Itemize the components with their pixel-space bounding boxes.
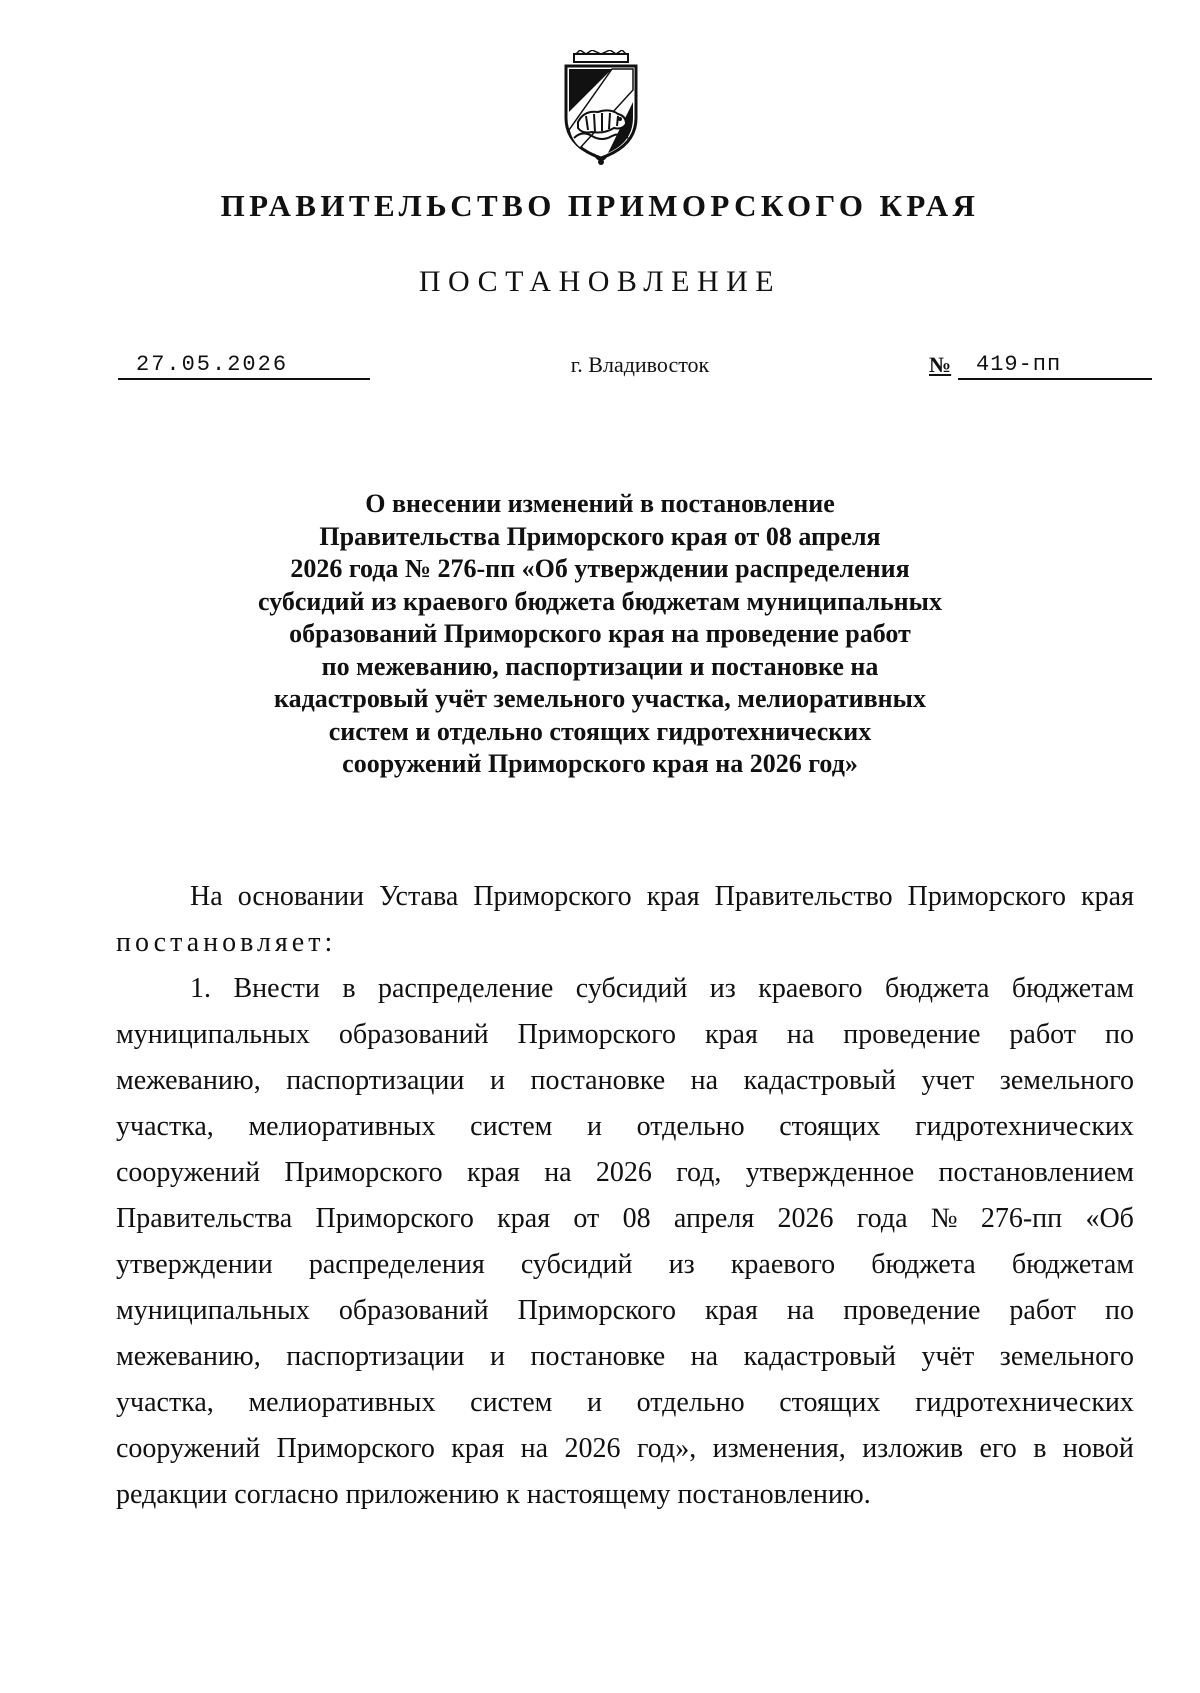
subject-line: О внесении изменений в постановление — [365, 489, 835, 518]
subject-line: 2026 года № 276-пп «Об утверждении распределения — [290, 554, 910, 583]
subject-line: субсидий из краевого бюджета бюджетам муниципальных — [258, 586, 942, 616]
preamble-line: На основании Устава Приморского края Правительство Приморского края — [190, 881, 1134, 912]
item1-line: Правительства Приморского края от 08 апреля 2026 года № 276-пп «Об — [116, 1203, 1134, 1234]
subject-line: кадастровый учёт земельного участка, мелиоративных — [274, 684, 926, 713]
subject-line: Правительства Приморского края от 08 апреля — [319, 521, 881, 551]
subject-line: сооружений Приморского края на 2026 год» — [342, 749, 858, 778]
item1-line: сооружений Приморского края на 2026 год», изменения, изложив его в новой — [116, 1433, 1134, 1464]
item1-line: утверждении распределения субсидий из краевого бюджета бюджетам — [116, 1249, 1134, 1280]
document-date: 27.05.2026 — [118, 352, 370, 380]
document-subject — [200, 488, 1000, 781]
item1-line: 1. Внести в распределение субсидий из краевого бюджета бюджетам — [190, 973, 1134, 1004]
item1-line: участка, мелиоративных систем и отдельно стоящих гидротехнических — [116, 1387, 1134, 1418]
item1-line: межеванию, паспортизации и постановке на кадастровый учёт земельного — [116, 1341, 1134, 1372]
item1-line-last: редакции согласно приложению к настоящему постановлению. — [116, 1479, 871, 1510]
item1-line: сооружений Приморского края на 2026 год, утвержденное постановлением — [116, 1157, 1134, 1188]
primorsky-krai-coat-of-arms-icon — [560, 50, 642, 166]
item1-line: межеванию, паспортизации и постановке на кадастровый учет земельного — [116, 1065, 1134, 1096]
subject-line: по межеванию, паспортизации и постановке на — [321, 651, 879, 681]
item1-line: муниципальных образований Приморского края на проведение работ по — [116, 1019, 1134, 1050]
subject-line: образований Приморского края на проведение работ — [289, 619, 911, 648]
item1-line: муниципальных образований Приморского края на проведение работ по — [116, 1295, 1134, 1326]
document-type: ПОСТАНОВЛЕНИЕ — [418, 265, 782, 298]
item1-line: участка, мелиоративных систем и отдельно стоящих гидротехнических — [116, 1111, 1134, 1142]
document-city: г. Владивосток — [570, 352, 710, 377]
document-number: 419-пп — [958, 352, 1152, 380]
preamble-resolves: постановляет: — [116, 927, 337, 958]
government-title: ПРАВИТЕЛЬСТВО ПРИМОРСКОГО КРАЯ — [220, 188, 980, 223]
subject-line: систем и отдельно стоящих гидротехнических — [328, 716, 872, 746]
document-number-label: № — [929, 352, 952, 377]
